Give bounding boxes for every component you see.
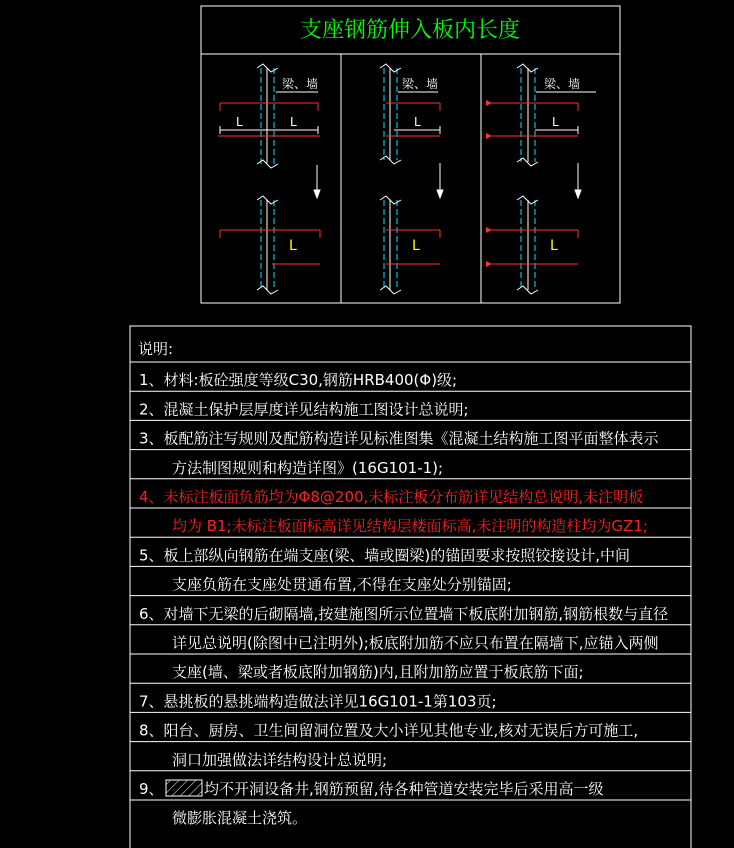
support-wall-bottom xyxy=(486,196,578,294)
length-label: L xyxy=(552,115,559,129)
notes-list xyxy=(138,340,668,827)
down-arrow xyxy=(314,165,320,198)
length-label-left: L xyxy=(236,115,243,129)
arrow-marker xyxy=(486,227,492,233)
dimension-arrows xyxy=(220,126,318,134)
note-line: 支座(墙、梁或者板底附加钢筋)内,且附加筋应置于板底筋下面; xyxy=(172,663,584,682)
hatch-symbol xyxy=(166,780,202,796)
note-line: 均为 B1;未标注板面标高详见结构层楼面标高,未注明的构造柱均为GZ1; xyxy=(172,517,648,536)
arrow-marker xyxy=(486,133,492,139)
length-label: L xyxy=(414,115,421,129)
length-label-bottom: L xyxy=(289,238,297,254)
detail-title: 支座钢筋伸入板内长度 xyxy=(299,18,521,43)
length-label-right: L xyxy=(290,115,297,129)
support-wall-bottom xyxy=(220,196,320,294)
note-line: 5、板上部纵向钢筋在端支座(梁、墙或圈梁)的锚固要求按照铰接设计,中间 xyxy=(139,546,631,565)
note-line: 支座负筋在支座处贯通布置,不得在支座处分别锚固; xyxy=(172,575,512,594)
note-line: 4、未标注板面负筋均为Φ8@200,未标注板分布筋详见结构总说明,未注明板 xyxy=(139,488,644,506)
length-label-bottom: L xyxy=(550,238,558,254)
arrow-marker xyxy=(486,261,492,267)
detail-frame xyxy=(201,6,620,303)
support-wall-bottom xyxy=(380,196,440,294)
note-line: 6、对墙下无梁的后砌隔墙,按建施图所示位置墙下板底附加钢筋,钢筋根数与直径 xyxy=(139,604,669,623)
down-arrow xyxy=(437,163,443,198)
note-line: 7、悬挑板的悬挑端构造做法详见16G101-1第103页; xyxy=(139,692,497,711)
arrow-marker xyxy=(486,100,492,106)
note-line: 3、板配筋注写规则及配筋构造详见标准图集《混凝土结构施工图平面整体表示 xyxy=(139,429,659,448)
panel-3 xyxy=(486,64,596,294)
wall-label: 梁、墙 xyxy=(544,77,581,91)
rebar-top xyxy=(218,103,320,136)
wall-label: 梁、墙 xyxy=(282,77,319,91)
note-line: 2、混凝土保护层厚度详见结构施工图设计总说明; xyxy=(139,400,469,419)
notes-heading: 说明: xyxy=(138,340,174,358)
wall-label: 梁、墙 xyxy=(402,77,439,91)
note-line: 洞口加强做法详结构设计总说明; xyxy=(172,750,388,769)
panel-1 xyxy=(218,64,320,294)
note-line: 微膨胀混凝土浇筑。 xyxy=(172,809,308,828)
note-line: 详见总说明(除图中已注明外);板底附加筋不应只布置在隔墙下,应锚入两侧 xyxy=(172,634,659,652)
note-number: 9、 xyxy=(139,780,164,798)
panel-2 xyxy=(380,64,443,294)
note-line: 8、阳台、厨房、卫生间留洞位置及大小详见其他专业,核对无误后方可施工, xyxy=(139,721,639,740)
length-label-bottom: L xyxy=(412,238,420,254)
note-line: 1、材料:板砼强度等级C30,钢筋HRB400(Φ)级; xyxy=(139,371,458,390)
down-arrow xyxy=(575,163,581,198)
note-line: 方法制图规则和构造详图》(16G101-1); xyxy=(172,458,444,477)
note-line: 均不开洞设备井,钢筋预留,待各种管道安装完毕后采用高一级 xyxy=(204,780,604,798)
